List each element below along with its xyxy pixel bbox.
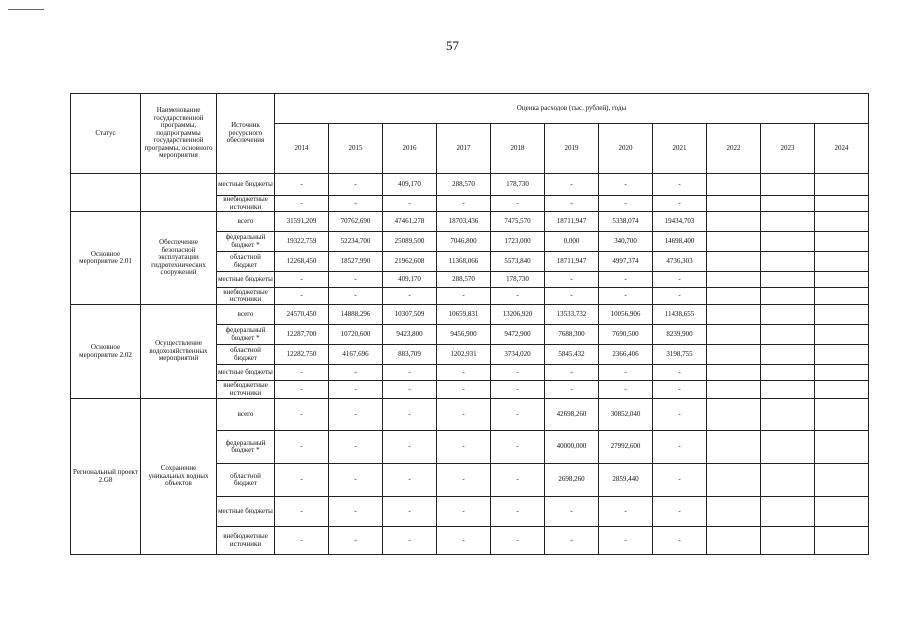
value-cell: - xyxy=(545,272,599,288)
year-header: 2017 xyxy=(437,124,491,174)
value-cell: - xyxy=(275,288,329,305)
value-cell xyxy=(707,381,761,399)
value-cell: - xyxy=(383,399,437,431)
value-cell: - xyxy=(329,174,383,196)
value-cell: - xyxy=(275,196,329,212)
value-cell: 340,700 xyxy=(599,232,653,252)
year-header: 2024 xyxy=(815,124,869,174)
value-cell: 47461,278 xyxy=(383,212,437,232)
value-cell: - xyxy=(383,464,437,497)
value-cell xyxy=(815,196,869,212)
value-cell: 14698,400 xyxy=(653,232,707,252)
value-cell: - xyxy=(329,365,383,381)
value-cell: - xyxy=(275,381,329,399)
value-cell: - xyxy=(545,497,599,527)
value-cell: 14888,296 xyxy=(329,305,383,325)
value-cell xyxy=(815,431,869,464)
value-cell: - xyxy=(599,196,653,212)
value-cell xyxy=(707,174,761,196)
value-cell: - xyxy=(653,431,707,464)
value-cell: 7688,300 xyxy=(545,325,599,345)
value-cell xyxy=(707,196,761,212)
funding-source-cell: местные бюджеты xyxy=(217,174,275,196)
value-cell xyxy=(815,345,869,365)
value-cell: 4736,303 xyxy=(653,252,707,272)
value-cell: 883,709 xyxy=(383,345,437,365)
value-cell: 7475,570 xyxy=(491,212,545,232)
value-cell: - xyxy=(329,464,383,497)
value-cell: 12268,450 xyxy=(275,252,329,272)
value-cell: - xyxy=(383,527,437,555)
value-cell: - xyxy=(599,365,653,381)
value-cell xyxy=(761,325,815,345)
value-cell: 1202,931 xyxy=(437,345,491,365)
value-cell: - xyxy=(383,196,437,212)
value-cell: 178,730 xyxy=(491,174,545,196)
funding-source-cell: всего xyxy=(217,399,275,431)
value-cell: - xyxy=(437,399,491,431)
value-cell: 4167,696 xyxy=(329,345,383,365)
year-header: 2023 xyxy=(761,124,815,174)
program-name-cell: Осуществление водохозяйственных мероприятий xyxy=(141,305,217,399)
value-cell: - xyxy=(275,464,329,497)
funding-source-cell: областной бюджет xyxy=(217,345,275,365)
page-number: 57 xyxy=(446,38,459,53)
value-cell: - xyxy=(275,399,329,431)
value-cell: 25089,500 xyxy=(383,232,437,252)
value-cell xyxy=(761,381,815,399)
value-cell xyxy=(815,252,869,272)
value-cell: 2698,260 xyxy=(545,464,599,497)
value-cell: - xyxy=(653,381,707,399)
funding-source-cell: местные бюджеты xyxy=(217,365,275,381)
value-cell: 18703,436 xyxy=(437,212,491,232)
value-cell xyxy=(707,232,761,252)
value-cell: 9456,900 xyxy=(437,325,491,345)
table-row xyxy=(71,212,869,232)
value-cell: 8239,900 xyxy=(653,325,707,345)
year-header: 2016 xyxy=(383,124,437,174)
value-cell xyxy=(761,345,815,365)
value-cell: - xyxy=(653,399,707,431)
value-cell xyxy=(707,325,761,345)
value-cell: 5573,840 xyxy=(491,252,545,272)
value-cell: - xyxy=(545,365,599,381)
funding-source-cell: внебюджетные источники xyxy=(217,527,275,555)
value-cell xyxy=(707,252,761,272)
header-row xyxy=(71,94,869,124)
value-cell: - xyxy=(329,527,383,555)
funding-source-cell: федеральный бюджет * xyxy=(217,325,275,345)
value-cell: 9472,900 xyxy=(491,325,545,345)
value-cell: 19434,703 xyxy=(653,212,707,232)
value-cell xyxy=(815,272,869,288)
value-cell: 19322,759 xyxy=(275,232,329,252)
table-body xyxy=(71,174,869,555)
funding-source-cell: федеральный бюджет * xyxy=(217,232,275,252)
value-cell: 30852,040 xyxy=(599,399,653,431)
value-cell: - xyxy=(653,288,707,305)
value-cell xyxy=(815,381,869,399)
value-cell xyxy=(707,272,761,288)
year-header: 2014 xyxy=(275,124,329,174)
value-cell: - xyxy=(653,365,707,381)
value-cell: - xyxy=(383,365,437,381)
value-cell: 31591,209 xyxy=(275,212,329,232)
value-cell: - xyxy=(275,527,329,555)
value-cell xyxy=(761,252,815,272)
value-cell: - xyxy=(329,272,383,288)
value-cell: - xyxy=(599,288,653,305)
value-cell: - xyxy=(599,272,653,288)
funding-source-cell: всего xyxy=(217,212,275,232)
value-cell xyxy=(761,196,815,212)
value-cell: - xyxy=(491,196,545,212)
value-cell xyxy=(761,305,815,325)
value-cell: - xyxy=(437,365,491,381)
value-cell: - xyxy=(653,497,707,527)
value-cell: - xyxy=(437,527,491,555)
program-name-cell xyxy=(141,174,217,212)
value-cell: - xyxy=(437,381,491,399)
value-cell: 18711,947 xyxy=(545,252,599,272)
value-cell: - xyxy=(383,381,437,399)
value-cell: - xyxy=(599,381,653,399)
value-cell: 12287,700 xyxy=(275,325,329,345)
value-cell: - xyxy=(491,381,545,399)
funding-source-cell: внебюджетные источники xyxy=(217,288,275,305)
value-cell: 10307,509 xyxy=(383,305,437,325)
value-cell xyxy=(707,497,761,527)
value-cell xyxy=(761,174,815,196)
value-cell: - xyxy=(653,174,707,196)
value-cell: 18711,947 xyxy=(545,212,599,232)
value-cell xyxy=(761,232,815,252)
value-cell xyxy=(707,464,761,497)
value-cell xyxy=(707,527,761,555)
value-cell: 40000,000 xyxy=(545,431,599,464)
value-cell: 10659,831 xyxy=(437,305,491,325)
value-cell: 409,170 xyxy=(383,174,437,196)
value-cell: - xyxy=(491,365,545,381)
program-name-cell: Обеспечение безопасной эксплуатации гидротехнических сооружений xyxy=(141,212,217,305)
value-cell: - xyxy=(275,365,329,381)
value-cell: 13533,732 xyxy=(545,305,599,325)
funding-source-cell: местные бюджеты xyxy=(217,272,275,288)
value-cell: - xyxy=(383,497,437,527)
value-cell: - xyxy=(437,431,491,464)
funding-source-cell: внебюджетные источники xyxy=(217,196,275,212)
value-cell: - xyxy=(329,399,383,431)
value-cell: - xyxy=(545,174,599,196)
value-cell: 10720,600 xyxy=(329,325,383,345)
value-cell: 2859,440 xyxy=(599,464,653,497)
value-cell xyxy=(815,497,869,527)
value-cell xyxy=(761,399,815,431)
value-cell: - xyxy=(545,527,599,555)
value-cell xyxy=(815,232,869,252)
value-cell: - xyxy=(491,399,545,431)
value-cell: 5338,074 xyxy=(599,212,653,232)
value-cell xyxy=(761,212,815,232)
value-cell: 42698,260 xyxy=(545,399,599,431)
value-cell: - xyxy=(545,381,599,399)
value-cell: - xyxy=(329,497,383,527)
value-cell: 3734,020 xyxy=(491,345,545,365)
value-cell: - xyxy=(275,174,329,196)
value-cell xyxy=(707,212,761,232)
value-cell: - xyxy=(275,431,329,464)
value-cell: 7046,800 xyxy=(437,232,491,252)
value-cell xyxy=(761,288,815,305)
value-cell: 18527,990 xyxy=(329,252,383,272)
value-cell: - xyxy=(491,288,545,305)
value-cell: 12282,750 xyxy=(275,345,329,365)
value-cell: - xyxy=(545,288,599,305)
status-cell: Основное мероприятие 2.01 xyxy=(71,212,141,305)
value-cell xyxy=(815,212,869,232)
source-header: Источник ресурсного обеспечения xyxy=(217,94,275,174)
value-cell: 52234,700 xyxy=(329,232,383,252)
value-cell: 10056,906 xyxy=(599,305,653,325)
value-cell: 5845,432 xyxy=(545,345,599,365)
value-cell: 409,170 xyxy=(383,272,437,288)
value-cell: - xyxy=(275,272,329,288)
value-cell: - xyxy=(653,464,707,497)
table-row xyxy=(71,399,869,431)
value-cell: 7690,500 xyxy=(599,325,653,345)
year-header: 2015 xyxy=(329,124,383,174)
year-header: 2022 xyxy=(707,124,761,174)
value-cell xyxy=(815,174,869,196)
value-cell xyxy=(815,305,869,325)
value-cell: - xyxy=(653,527,707,555)
value-cell xyxy=(815,325,869,345)
value-cell: - xyxy=(329,196,383,212)
value-cell: - xyxy=(437,196,491,212)
value-cell: 0,000 xyxy=(545,232,599,252)
value-cell xyxy=(707,288,761,305)
value-cell: - xyxy=(329,288,383,305)
budget-table xyxy=(70,93,869,555)
value-cell xyxy=(815,527,869,555)
year-header: 2018 xyxy=(491,124,545,174)
funding-source-cell: областной бюджет xyxy=(217,252,275,272)
value-cell: - xyxy=(545,196,599,212)
value-cell: - xyxy=(329,381,383,399)
value-cell: - xyxy=(491,497,545,527)
value-cell: 3198,755 xyxy=(653,345,707,365)
value-cell: 11368,066 xyxy=(437,252,491,272)
value-cell xyxy=(761,497,815,527)
value-cell: 288,570 xyxy=(437,174,491,196)
value-cell xyxy=(815,464,869,497)
table-row xyxy=(71,174,869,196)
funding-source-cell: внебюджетные источники xyxy=(217,381,275,399)
table-row xyxy=(71,305,869,325)
value-cell: 9423,800 xyxy=(383,325,437,345)
status-header: Статус xyxy=(71,94,141,174)
value-cell xyxy=(707,399,761,431)
value-cell xyxy=(761,431,815,464)
value-cell: 24570,450 xyxy=(275,305,329,325)
value-cell xyxy=(707,305,761,325)
value-cell: - xyxy=(437,288,491,305)
value-cell: - xyxy=(491,431,545,464)
value-cell xyxy=(761,365,815,381)
value-cell: - xyxy=(653,272,707,288)
value-cell xyxy=(761,527,815,555)
funding-source-cell: всего xyxy=(217,305,275,325)
value-cell: - xyxy=(491,464,545,497)
value-cell: 21962,608 xyxy=(383,252,437,272)
program-name-cell: Сохранение уникальных водных объектов xyxy=(141,399,217,555)
status-cell xyxy=(71,174,141,212)
value-cell: - xyxy=(599,497,653,527)
value-cell: 4997,374 xyxy=(599,252,653,272)
value-cell xyxy=(815,365,869,381)
value-cell xyxy=(815,288,869,305)
value-cell: 13206,920 xyxy=(491,305,545,325)
value-cell: - xyxy=(383,431,437,464)
year-header: 2019 xyxy=(545,124,599,174)
value-cell: 2366,406 xyxy=(599,345,653,365)
funding-source-cell: местные бюджеты xyxy=(217,497,275,527)
value-cell: - xyxy=(599,527,653,555)
funding-source-cell: областной бюджет xyxy=(217,464,275,497)
expenditure-header: Оценка расходов (тыс. рублей), годы xyxy=(275,94,869,124)
value-cell: - xyxy=(599,174,653,196)
top-rule xyxy=(8,9,44,10)
year-header: 2020 xyxy=(599,124,653,174)
value-cell: 178,730 xyxy=(491,272,545,288)
status-cell: Региональный проект 2.G8 xyxy=(71,399,141,555)
funding-source-cell: федеральный бюджет * xyxy=(217,431,275,464)
year-header: 2021 xyxy=(653,124,707,174)
value-cell xyxy=(707,345,761,365)
value-cell: - xyxy=(653,196,707,212)
value-cell: - xyxy=(437,464,491,497)
value-cell xyxy=(761,464,815,497)
value-cell: 11438,655 xyxy=(653,305,707,325)
value-cell: 288,570 xyxy=(437,272,491,288)
value-cell xyxy=(815,399,869,431)
status-cell: Основное мероприятие 2.02 xyxy=(71,305,141,399)
value-cell: - xyxy=(275,497,329,527)
value-cell xyxy=(761,272,815,288)
value-cell: 1723,000 xyxy=(491,232,545,252)
value-cell xyxy=(707,365,761,381)
value-cell xyxy=(707,431,761,464)
value-cell: - xyxy=(383,288,437,305)
value-cell: 27992,600 xyxy=(599,431,653,464)
value-cell: - xyxy=(329,431,383,464)
program-name-header: Наименование государственной программы, подпрограммы государственной программы, основного мероприятия xyxy=(141,94,217,174)
value-cell: - xyxy=(491,527,545,555)
value-cell: 70762,690 xyxy=(329,212,383,232)
value-cell: - xyxy=(437,497,491,527)
